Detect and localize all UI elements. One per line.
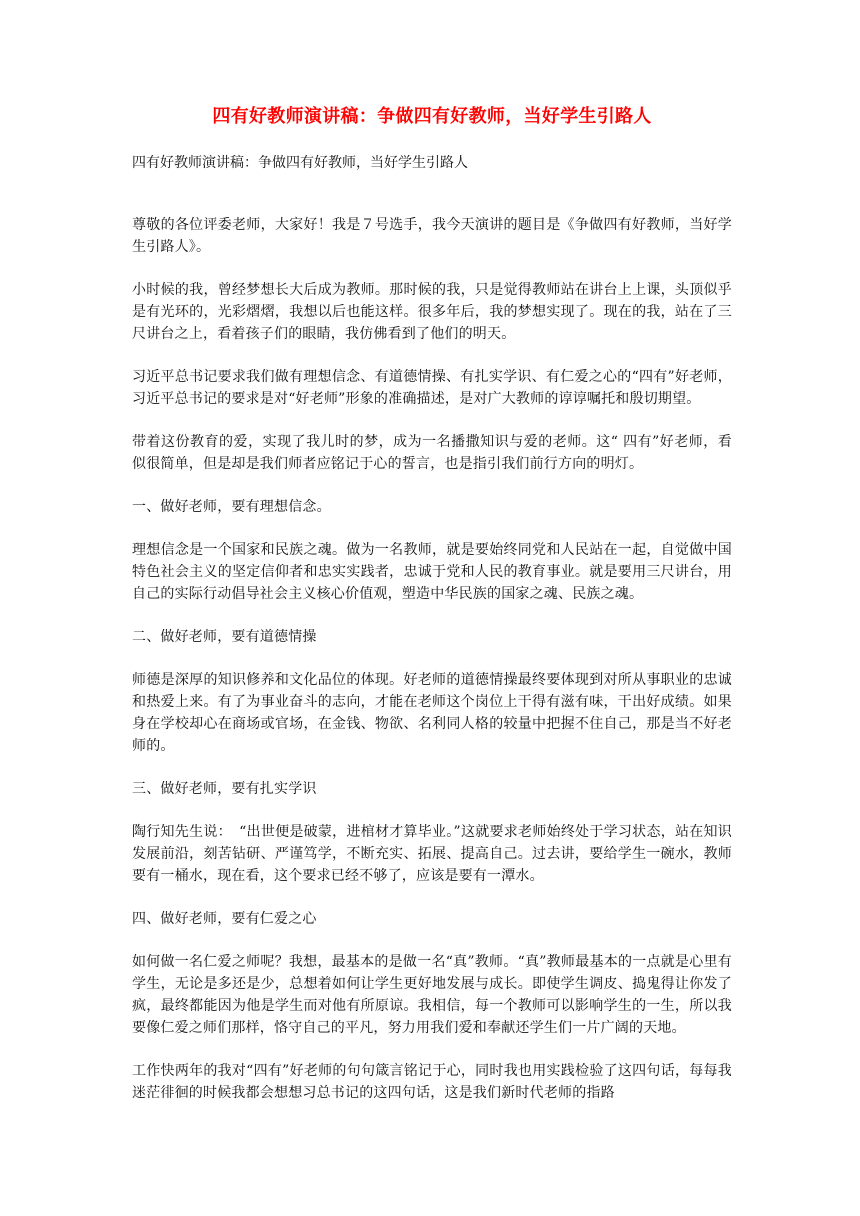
section-heading: 四、做好老师，要有仁爱之心 (132, 911, 317, 927)
body-paragraph: 理想信念是一个国家和民族之魂。做为一名教师，就是要始终同党和人民站在一起，自觉做中国特色社会主义的坚定信仰者和忠实实践者，忠诚于党和人民的教育事业。就是要用三尺讲台，用自己的实际行动倡导社会主义核心价值观，塑造中华民族的国家之魂、民族之魂。 (132, 542, 732, 602)
body-paragraph: 陶行知先生说： “出世便是破蒙，进棺材才算毕业。”这就要求老师始终处于学习状态，站在知识发展前沿，刻苦钻研、严谨笃学，不断充实、拓展、提高自己。过去讲，要给学生一碗水，教师要有一桶水，现在看，这个要求已经不够了，应该是要有一潭水。 (132, 824, 732, 884)
body-paragraph: 小时候的我，曾经梦想长大后成为教师。那时候的我，只是觉得教师站在讲台上上课，头顶似乎是有光环的，光彩熠熠，我想以后也能这样。很多年后，我的梦想实现了。现在的我，站在了三尺讲台之上，看着孩子们的眼睛，我仿佛看到了他们的明天。 (132, 282, 732, 342)
body-paragraph: 如何做一名仁爱之师呢？我想，最基本的是做一名“真”教师。“真”教师最基本的一点就是心里有学生，无论是多还是少，总想着如何让学生更好地发展与成长。即使学生调皮、捣鬼得让你发了疯，最终都能因为他是学生而对他有所原谅。我相信，每一个教师可以影响学生的一生，所以我要像仁爱之师们那样，恪守自己的平凡，努力用我们爱和奉献还学生们一片广阔的天地。 (132, 954, 732, 1036)
body-paragraph: 习近平总书记要求我们做有理想信念、有道德情操、有扎实学识、有仁爱之心的“四有”好老师，习近平总书记的要求是对“好老师”形象的准确描述，是对广大教师的谆谆嘱托和殷切期望。 (132, 369, 732, 407)
body-paragraph: 尊敬的各位评委老师，大家好！我是７号选手，我今天演讲的题目是《争做四有好教师，当好学生引路人》。 (132, 217, 732, 255)
body-paragraph: 工作快两年的我对“四有”好老师的句句箴言铭记于心，同时我也用实践检验了这四句话，每每我迷茫徘徊的时候我都会想想习总书记的这四句话，这是我们新时代老师的指路 (132, 1063, 732, 1101)
section-heading: 一、做好老师，要有理想信念。 (132, 499, 331, 515)
document-body (132, 214, 732, 1104)
section-heading: 二、做好老师，要有道德情操 (132, 629, 317, 645)
document-title: 四有好教师演讲稿：争做四有好教师，当好学生引路人 (212, 106, 652, 127)
section-heading: 三、做好老师，要有扎实学识 (132, 781, 317, 797)
body-paragraph: 带着这份教育的爱，实现了我儿时的梦，成为一名播撒知识与爱的老师。这“ 四有”好老师，看似很简单，但是却是我们师者应铭记于心的誓言，也是指引我们前行方向的明灯。 (132, 434, 732, 472)
body-paragraph: 师德是深厚的知识修养和文化品位的体现。好老师的道德情操最终要体现到对所从事职业的忠诚和热爱上来。有了为事业奋斗的志向，才能在老师这个岗位上干得有滋有味，干出好成绩。如果身在学校却心在商场或官场，在金钱、物欲、名利同人格的较量中把握不住自己，那是当不好老师的。 (132, 672, 732, 754)
document-subtitle: 四有好教师演讲稿：争做四有好教师，当好学生引路人 (132, 155, 468, 171)
